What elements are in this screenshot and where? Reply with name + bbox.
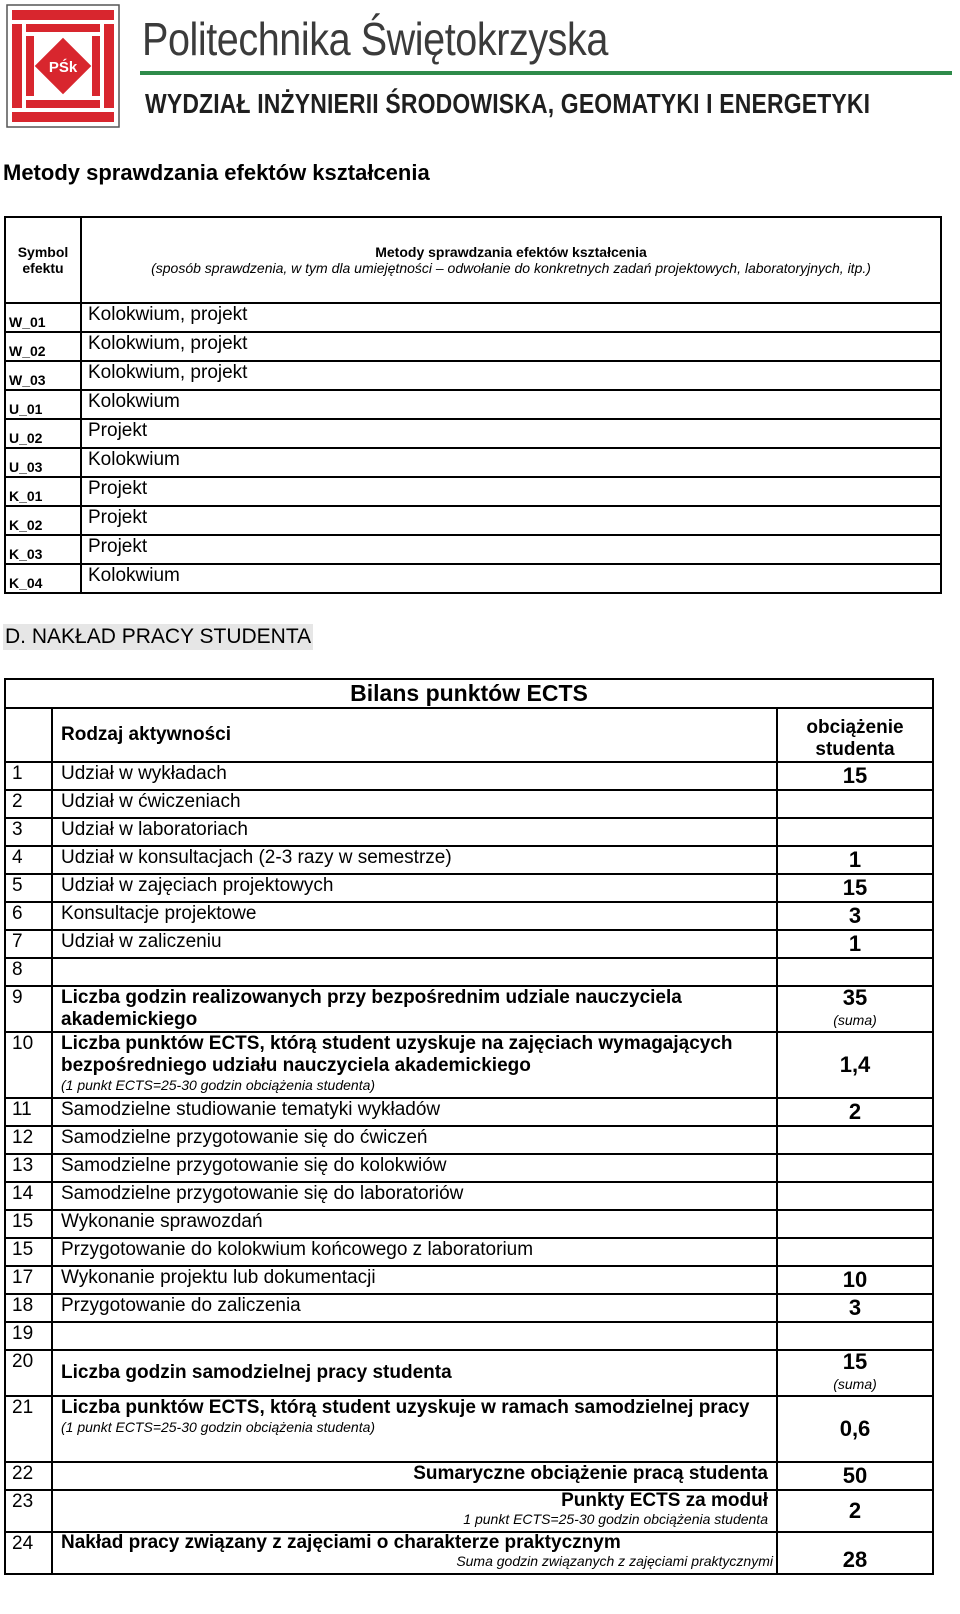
- method-cell: Kolokwium, projekt: [81, 332, 941, 361]
- col-load: obciążenie studenta: [777, 708, 933, 762]
- load-cell: 28: [777, 1532, 933, 1574]
- table-row: [5, 1532, 933, 1574]
- symbol-cell: K_04: [5, 564, 81, 593]
- row-number: 1: [5, 762, 52, 790]
- load-cell: [777, 818, 933, 846]
- activity-cell: Samodzielne przygotowanie się do laboratoriów: [52, 1182, 777, 1210]
- load-cell: [777, 1182, 933, 1210]
- activity-cell: [52, 958, 777, 986]
- symbol-cell: W_02: [5, 332, 81, 361]
- faculty-name: WYDZIAŁ INŻYNIERII ŚRODOWISKA, GEOMATYKI I ENERGETYKI: [145, 88, 871, 119]
- row-number: 20: [5, 1350, 52, 1396]
- activity-text: Punkty ECTS za moduł: [561, 1490, 768, 1511]
- table-row: [5, 419, 941, 448]
- table-row: [5, 958, 933, 986]
- table-row: [5, 1266, 933, 1294]
- activity-cell: [52, 1490, 777, 1532]
- activity-cell: [52, 1532, 777, 1574]
- load-cell: 1: [777, 846, 933, 874]
- symbol-cell: U_03: [5, 448, 81, 477]
- row-number: 10: [5, 1032, 52, 1098]
- method-cell: Projekt: [81, 477, 941, 506]
- table-row: [5, 564, 941, 593]
- activity-cell: Samodzielne studiowanie tematyki wykładów: [52, 1098, 777, 1126]
- table-row: [5, 1126, 933, 1154]
- table-row: [5, 506, 941, 535]
- activity-note: Suma godzin związanych z zajęciami praktycznymi: [456, 1553, 773, 1569]
- activity-cell: [52, 1032, 777, 1098]
- load-cell: 0,6: [777, 1396, 933, 1462]
- activity-cell: Udział w konsultacjach (2-3 razy w semestrze): [52, 846, 777, 874]
- load-cell: 2: [777, 1490, 933, 1532]
- row-number: 22: [5, 1462, 52, 1490]
- table-row: [5, 790, 933, 818]
- row-number: 2: [5, 790, 52, 818]
- table-row: [5, 1238, 933, 1266]
- load-cell: 15: [777, 762, 933, 790]
- table-row: [5, 1462, 933, 1490]
- row-number: 4: [5, 846, 52, 874]
- ects-title: Bilans punktów ECTS: [5, 679, 933, 708]
- table-row: [5, 1210, 933, 1238]
- sum-label: (suma): [833, 1012, 877, 1028]
- load-cell: [777, 986, 933, 1032]
- method-cell: Kolokwium: [81, 448, 941, 477]
- col-symbol: Symbol efektu: [5, 217, 81, 303]
- table-row: [5, 1098, 933, 1126]
- method-cell: Kolokwium: [81, 390, 941, 419]
- row-number: 15: [5, 1238, 52, 1266]
- activity-cell: Udział w zaliczeniu: [52, 930, 777, 958]
- load-cell: [777, 958, 933, 986]
- activity-note: (1 punkt ECTS=25-30 godzin obciążenia studenta): [61, 1419, 376, 1435]
- row-number: 3: [5, 818, 52, 846]
- activity-cell: [52, 1396, 777, 1462]
- activity-cell: Samodzielne przygotowanie się do ćwiczeń: [52, 1126, 777, 1154]
- table-row: [5, 1154, 933, 1182]
- activity-cell: Wykonanie sprawozdań: [52, 1210, 777, 1238]
- table-row: [5, 986, 933, 1032]
- activity-cell: Konsultacje projektowe: [52, 902, 777, 930]
- symbol-cell: K_02: [5, 506, 81, 535]
- table-row: [5, 332, 941, 361]
- activity-cell: Liczba godzin realizowanych przy bezpośrednim udziale nauczyciela akademickiego: [52, 986, 777, 1032]
- load-cell: [777, 1126, 933, 1154]
- symbol-cell: W_03: [5, 361, 81, 390]
- symbol-cell: W_01: [5, 303, 81, 332]
- table-row: [5, 1032, 933, 1098]
- row-number: 23: [5, 1490, 52, 1532]
- load-cell: [777, 1210, 933, 1238]
- methods-heading: Metody sprawdzania efektów kształcenia: [3, 160, 430, 185]
- activity-note: (1 punkt ECTS=25-30 godzin obciążenia studenta): [61, 1077, 376, 1093]
- activity-cell: Udział w ćwiczeniach: [52, 790, 777, 818]
- row-number: 18: [5, 1294, 52, 1322]
- load-cell: [777, 1322, 933, 1350]
- activity-text: Nakład pracy związany z zajęciami o charakterze praktycznym: [61, 1532, 621, 1553]
- methods-table-header: [5, 217, 941, 303]
- ects-title-row: [5, 679, 933, 708]
- load-cell: 3: [777, 1294, 933, 1322]
- load-cell: 3: [777, 902, 933, 930]
- load-cell: [777, 1154, 933, 1182]
- header-divider: [140, 71, 952, 75]
- table-row: [5, 762, 933, 790]
- row-number: 7: [5, 930, 52, 958]
- row-number: 17: [5, 1266, 52, 1294]
- university-name: Politechnika Świętokrzyska: [142, 13, 608, 65]
- activity-cell: [52, 1322, 777, 1350]
- load-cell: [777, 1350, 933, 1396]
- table-row: [5, 930, 933, 958]
- load-cell: 2: [777, 1098, 933, 1126]
- load-cell: 15: [777, 874, 933, 902]
- activity-cell: Udział w zajęciach projektowych: [52, 874, 777, 902]
- activity-text: Liczba punktów ECTS, którą student uzyskuje w ramach samodzielnej pracy: [61, 1397, 750, 1418]
- table-row: [5, 477, 941, 506]
- table-row: [5, 1350, 933, 1396]
- table-row: [5, 1182, 933, 1210]
- col-methods-title: Metody sprawdzania efektów kształcenia: [375, 244, 647, 260]
- load-cell: 10: [777, 1266, 933, 1294]
- workload-heading: D. NAKŁAD PRACY STUDENTA: [5, 625, 312, 648]
- table-row: [5, 1294, 933, 1322]
- load-value: 35: [842, 985, 868, 1010]
- table-row: [5, 1490, 933, 1532]
- row-number: 13: [5, 1154, 52, 1182]
- row-number: 15: [5, 1210, 52, 1238]
- table-row: [5, 390, 941, 419]
- table-row: [5, 1322, 933, 1350]
- load-cell: [777, 1238, 933, 1266]
- table-row: [5, 902, 933, 930]
- activity-cell: Samodzielne przygotowanie się do kolokwiów: [52, 1154, 777, 1182]
- ects-table: [4, 678, 934, 1575]
- row-number: 6: [5, 902, 52, 930]
- table-row: [5, 818, 933, 846]
- load-cell: [777, 790, 933, 818]
- activity-note: 1 punkt ECTS=25-30 godzin obciążenia studenta: [463, 1511, 768, 1527]
- methods-table: [4, 216, 942, 594]
- table-row: [5, 874, 933, 902]
- activity-cell: Liczba godzin samodzielnej pracy studenta: [52, 1350, 777, 1396]
- row-number: 12: [5, 1126, 52, 1154]
- table-row: [5, 448, 941, 477]
- method-cell: Projekt: [81, 506, 941, 535]
- load-cell: 1,4: [777, 1032, 933, 1098]
- table-row: [5, 846, 933, 874]
- activity-text: Liczba punktów ECTS, którą student uzyskuje na zajęciach wymagających bezpośredniego udziału nauczyciela akademickiego: [61, 1033, 733, 1076]
- row-number: 8: [5, 958, 52, 986]
- method-cell: Projekt: [81, 535, 941, 564]
- table-row: [5, 535, 941, 564]
- row-number: 19: [5, 1322, 52, 1350]
- method-cell: Kolokwium, projekt: [81, 303, 941, 332]
- load-cell: 50: [777, 1462, 933, 1490]
- table-row: [5, 303, 941, 332]
- symbol-cell: U_02: [5, 419, 81, 448]
- method-cell: Kolokwium, projekt: [81, 361, 941, 390]
- ects-header-row: [5, 708, 933, 762]
- activity-cell: Udział w laboratoriach: [52, 818, 777, 846]
- row-number: 14: [5, 1182, 52, 1210]
- symbol-cell: K_03: [5, 535, 81, 564]
- university-logo: [6, 4, 120, 128]
- symbol-cell: K_01: [5, 477, 81, 506]
- method-cell: Projekt: [81, 419, 941, 448]
- activity-cell: Przygotowanie do zaliczenia: [52, 1294, 777, 1322]
- load-value: 15: [842, 1349, 868, 1374]
- method-cell: Kolokwium: [81, 564, 941, 593]
- col-methods: [81, 217, 941, 303]
- activity-cell: Sumaryczne obciążenie pracą studenta: [52, 1462, 777, 1490]
- col-methods-subtitle: (sposób sprawdzenia, w tym dla umiejętności – odwołanie do konkretnych zadań projektowych, laboratoryjnych, itp.): [151, 260, 871, 276]
- table-row: [5, 361, 941, 390]
- row-number: 5: [5, 874, 52, 902]
- activity-cell: Przygotowanie do kolokwium końcowego z laboratorium: [52, 1238, 777, 1266]
- logo-text: PŚk: [48, 59, 78, 76]
- table-row: [5, 1396, 933, 1462]
- load-cell: 1: [777, 930, 933, 958]
- row-number: 21: [5, 1396, 52, 1462]
- activity-cell: Wykonanie projektu lub dokumentacji: [52, 1266, 777, 1294]
- row-number: 11: [5, 1098, 52, 1126]
- symbol-cell: U_01: [5, 390, 81, 419]
- sum-label: (suma): [833, 1376, 877, 1392]
- num-header: [5, 708, 52, 762]
- row-number: 24: [5, 1532, 52, 1574]
- row-number: 9: [5, 986, 52, 1032]
- col-activity: Rodzaj aktywności: [52, 708, 777, 762]
- activity-cell: Udział w wykładach: [52, 762, 777, 790]
